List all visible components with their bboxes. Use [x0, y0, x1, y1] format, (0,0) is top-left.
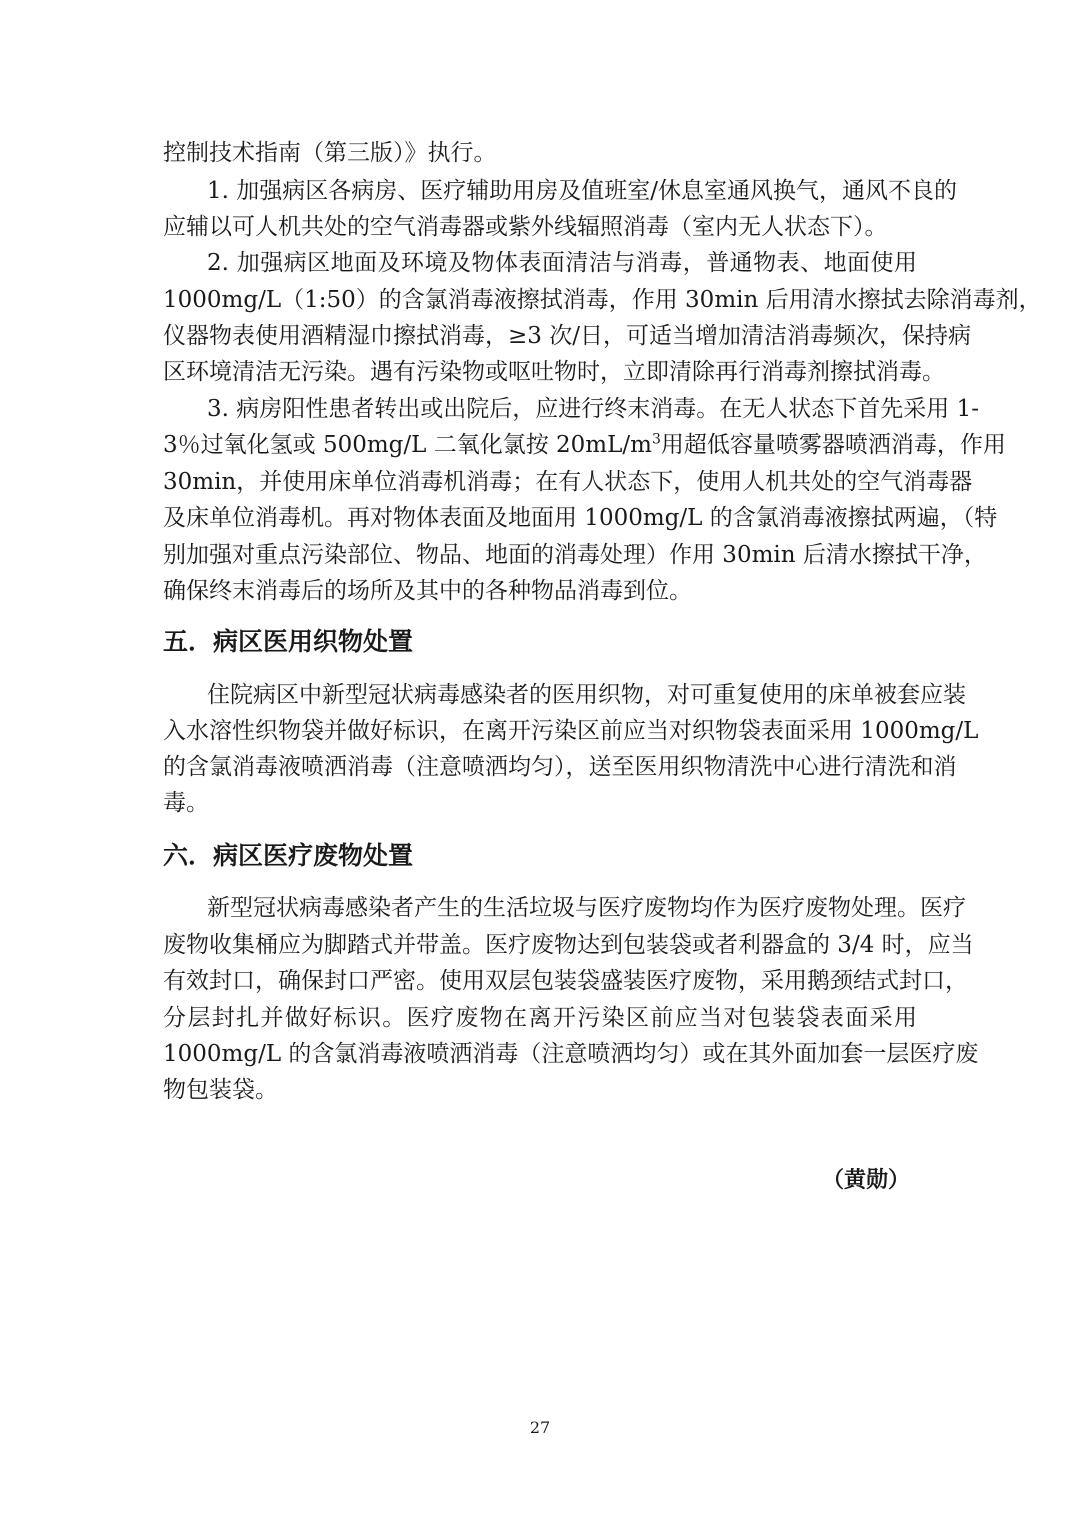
text-line: 入水溶性织物袋并做好标识，在离开污染区前应当对织物袋表面采用 1000mg/L	[163, 718, 979, 744]
text-line: 1. 加强病区各病房、医疗辅助用房及值班室/休息室通风换气，通风不良的	[207, 178, 958, 204]
page-number: 27	[529, 1418, 551, 1437]
author-signature: （黄勋）	[821, 1168, 910, 1193]
text-line: 分层封扎并做好标识。医疗废物在离开污染区前应当对包装袋表面采用	[163, 1005, 917, 1031]
text-line: 新型冠状病毒感染者产生的生活垃圾与医疗废物均作为医疗废物处理。医疗	[207, 895, 966, 921]
text-line: 仪器物表使用酒精湿巾擦拭消毒，≥3 次/日，可适当增加清洁消毒频次，保持病	[163, 323, 971, 349]
text-line: 毒。	[163, 790, 209, 816]
text-line: 应辅以可人机共处的空气消毒器或紫外线辐照消毒（室内无人状态下）。	[163, 214, 888, 240]
text-line: 物包装袋。	[163, 1077, 278, 1103]
text-line: 确保终末消毒后的场所及其中的各种物品消毒到位。	[163, 578, 692, 604]
text-line: 区环境清洁无污染。遇有污染物或呕吐物时，立即清除再行消毒剂擦拭消毒。	[163, 359, 945, 385]
text-run: 3％过氧化氢或 500mg/L 二氧化氯按 20mL/m	[163, 432, 652, 458]
section-heading: 五．病区医用织物处置	[163, 627, 414, 656]
text-line: 有效封口，确保封口严密。使用双层包装袋盛装医疗废物，采用鹅颈结式封口，	[163, 968, 968, 994]
text-line: 3. 病房阳性患者转出或出院后，应进行终末消毒。在无人状态下首先采用 1-	[207, 396, 979, 422]
text-line: 1000mg/L（1:50）的含氯消毒液擦拭消毒，作用 30min 后用清水擦拭去除消毒剂，	[163, 287, 1042, 313]
text-line: 住院病区中新型冠状病毒感染者的医用织物，对可重复使用的床单被套应装	[207, 682, 966, 708]
text-line: 及床单位消毒机。再对物体表面及地面用 1000mg/L 的含氯消毒液擦拭两遍，（特	[163, 505, 998, 531]
text-line: 别加强对重点污染部位、物品、地面的消毒处理）作用 30min 后清水擦拭干净，	[163, 542, 987, 568]
text-line: 30min，并使用床单位消毒机消毒；在有人状态下，使用人机共处的空气消毒器	[163, 469, 973, 495]
text-line: 2. 加强病区地面及环境及物体表面清洁与消毒，普通物表、地面使用	[207, 250, 917, 276]
section-heading: 六．病区医疗废物处置	[163, 841, 414, 870]
text-line: 的含氯消毒液喷洒消毒（注意喷洒均匀），送至医用织物清洗中心进行清洗和消	[163, 754, 957, 780]
text-line: 废物收集桶应为脚踏式并带盖。医疗废物达到包装袋或者利器盒的 3/4 时，应当	[163, 932, 974, 958]
text-line: 1000mg/L 的含氯消毒液喷洒消毒（注意喷洒均匀）或在其外面加套一层医疗废	[163, 1041, 979, 1067]
text-line: 控制技术指南（第三版）》执行。	[163, 140, 497, 166]
text-run: 用超低容量喷雾器喷洒消毒，作用	[660, 432, 1006, 458]
text-line	[163, 430, 1006, 460]
superscript: 3	[651, 431, 661, 448]
